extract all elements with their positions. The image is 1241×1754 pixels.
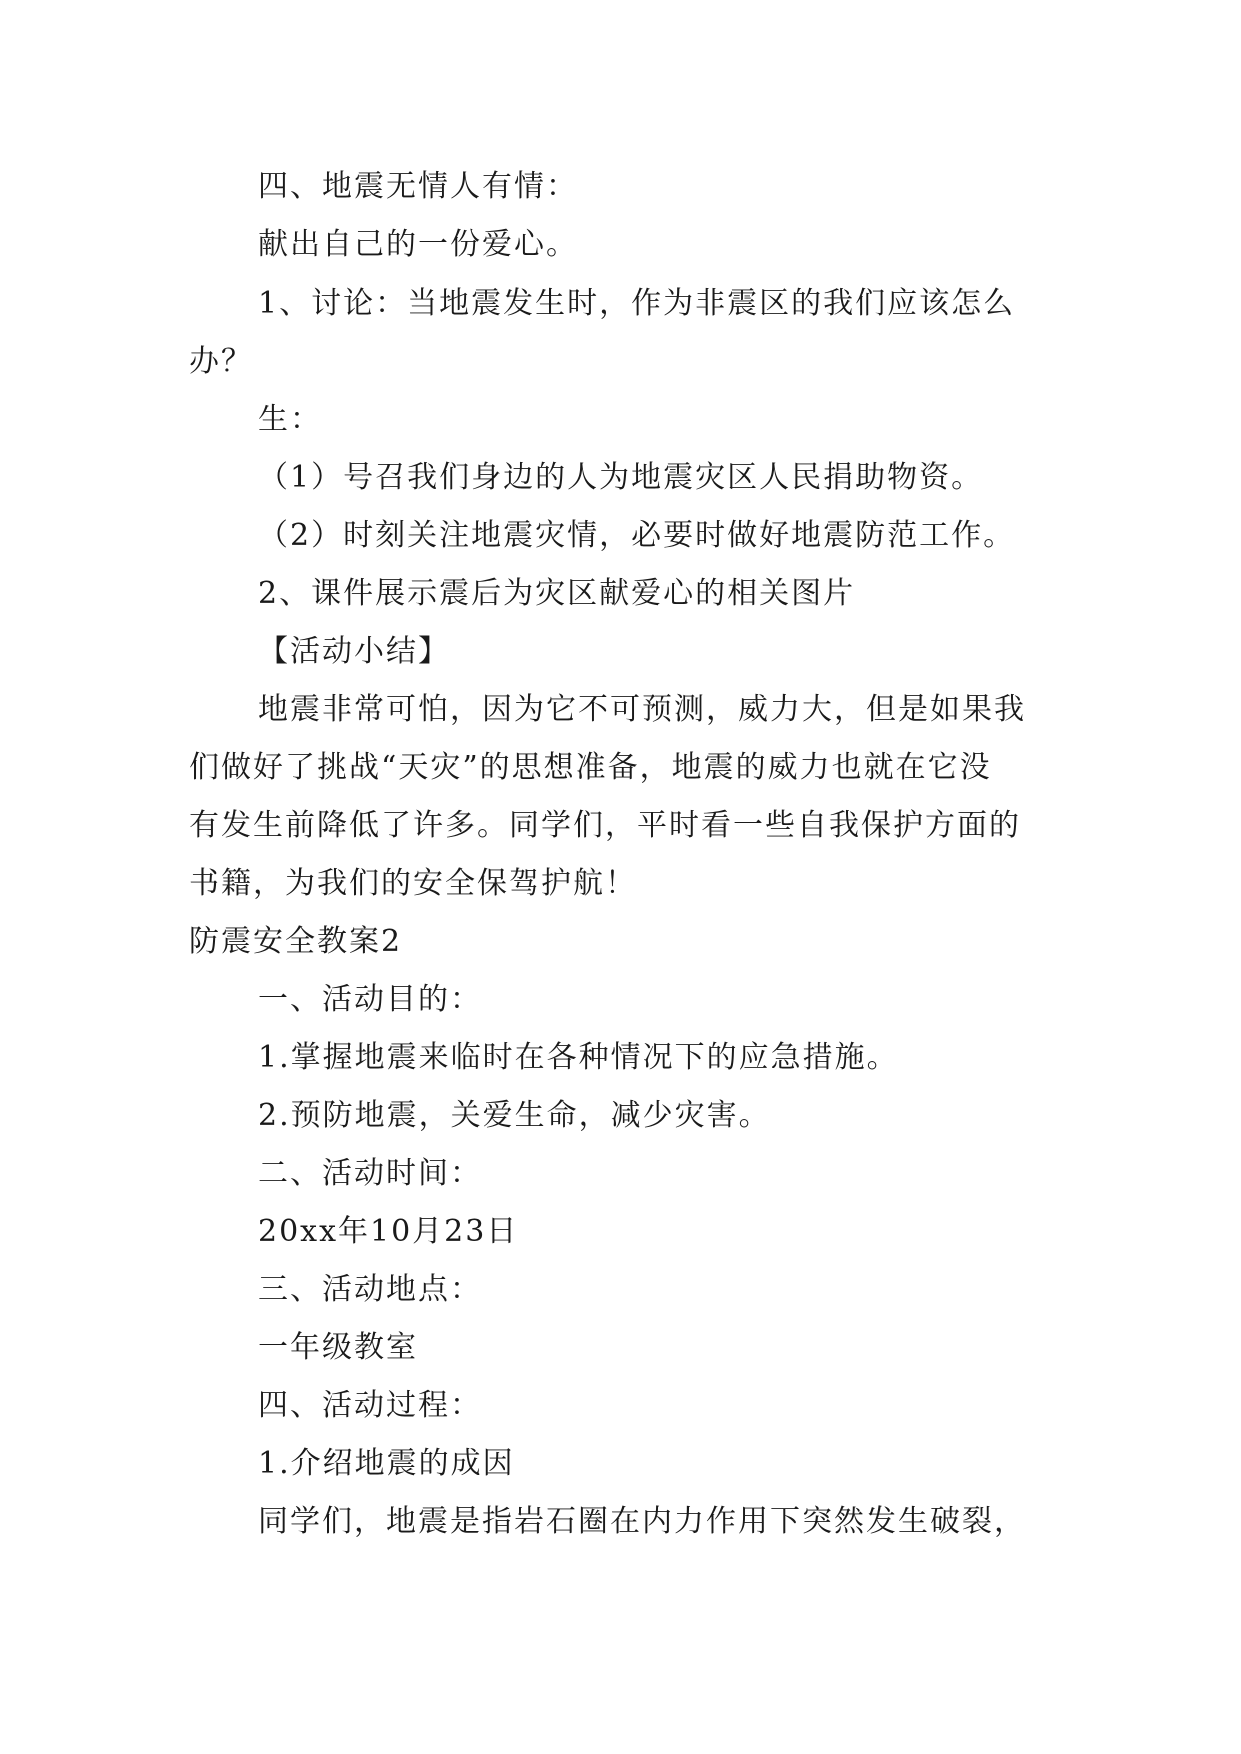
section-heading: 【活动小结】 bbox=[258, 634, 450, 669]
document-title: 防震安全教案2 bbox=[189, 924, 403, 959]
section-heading: 三、活动地点： bbox=[258, 1272, 482, 1307]
text-line: 有发生前降低了许多。同学们，平时看一些自我保护方面的 bbox=[189, 808, 1021, 843]
text-line: 地震非常可怕，因为它不可预测，威力大，但是如果我 bbox=[258, 692, 1026, 727]
list-item: 1.介绍地震的成因 bbox=[258, 1446, 515, 1481]
text-line: 1、讨论：当地震发生时，作为非震区的我们应该怎么 bbox=[258, 286, 1016, 321]
text-line: 一年级教室 bbox=[258, 1330, 418, 1365]
section-heading: 一、活动目的： bbox=[258, 982, 482, 1017]
text-line: 2、课件展示震后为灾区献爱心的相关图片 bbox=[258, 576, 856, 611]
list-item: 2.预防地震，关爱生命，减少灾害。 bbox=[258, 1098, 771, 1133]
text-line: 办？ bbox=[189, 344, 253, 379]
text-line: 同学们，地震是指岩石圈在内力作用下突然发生破裂， bbox=[258, 1504, 1026, 1539]
list-item: （2）时刻关注地震灾情，必要时做好地震防范工作。 bbox=[258, 518, 1016, 553]
text-line: 20xx年10月23日 bbox=[258, 1214, 519, 1249]
section-heading: 四、地震无情人有情： bbox=[258, 169, 578, 204]
text-line: 生： bbox=[258, 402, 322, 437]
list-item: （1）号召我们身边的人为地震灾区人民捐助物资。 bbox=[258, 460, 984, 495]
text-line: 书籍，为我们的安全保驾护航！ bbox=[189, 866, 637, 901]
list-item: 1.掌握地震来临时在各种情况下的应急措施。 bbox=[258, 1040, 899, 1075]
text-line: 们做好了挑战“天灾”的思想准备，地震的威力也就在它没 bbox=[189, 750, 992, 785]
section-heading: 四、活动过程： bbox=[258, 1388, 482, 1423]
section-heading: 二、活动时间： bbox=[258, 1156, 482, 1191]
text-line: 献出自己的一份爱心。 bbox=[258, 227, 578, 262]
